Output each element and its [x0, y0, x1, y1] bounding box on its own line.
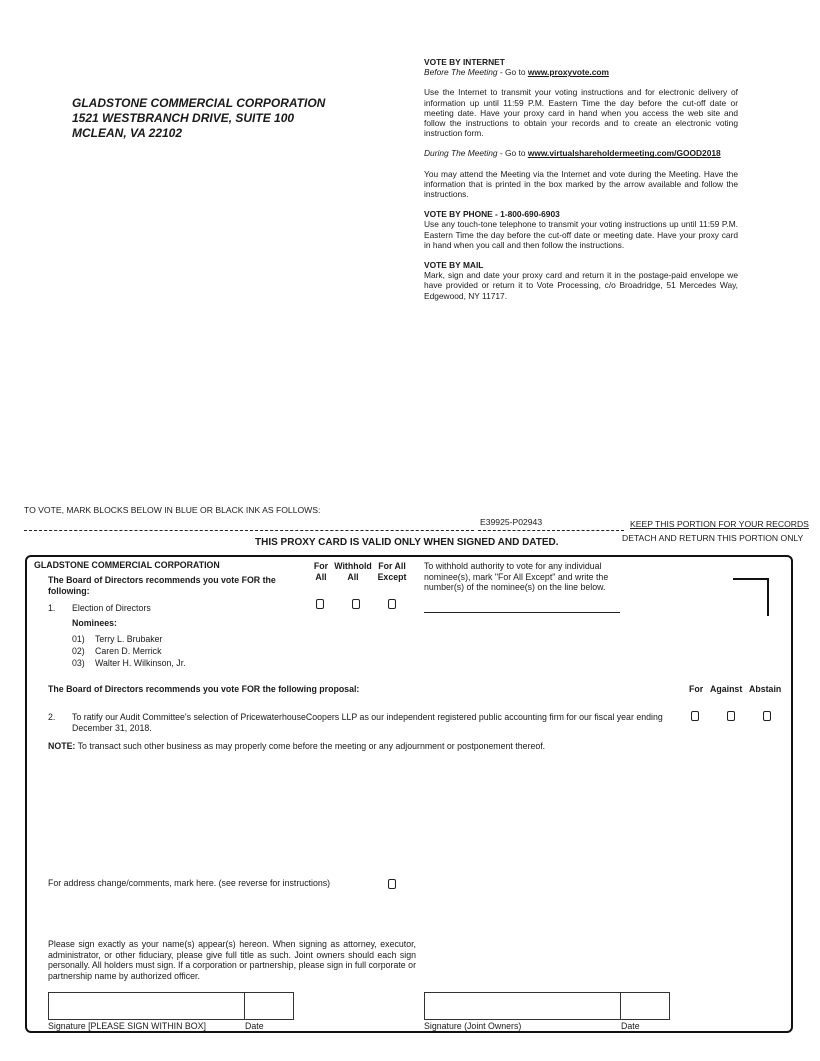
date-label: Date: [245, 1021, 264, 1031]
keep-portion-text: KEEP THIS PORTION FOR YOUR RECORDS: [630, 519, 809, 529]
nominee-1-name: Terry L. Brubaker: [95, 634, 163, 644]
checkbox-address-change[interactable]: [388, 879, 396, 889]
withhold-note: To withhold authority to vote for any individual nominee(s), mark "For All Except" and write the number(s) of the nominee(s) on the line below.: [424, 561, 609, 593]
checkbox-withhold-all[interactable]: [352, 599, 360, 609]
board-recommendation-1: The Board of Directors recommends you vote FOR the following:: [48, 575, 276, 596]
address-line-1: 1521 WESTBRANCH DRIVE, SUITE 100: [72, 111, 295, 125]
nominee-3-num: 03): [72, 658, 85, 668]
mail-body: Mark, sign and date your proxy card and return it in the postage-paid envelope we have provided or return it to Vote Processing, c/o Broadridge, 51 Mercedes Way, Edgewood, NY 11717.: [424, 270, 738, 301]
phone-body: Use any touch-tone telephone to transmit your voting instructions up until 11:59 P.M. Eastern Time the day before the cut-off date or meeting date. Have your proxy card in hand when you call and then follow the instructions.: [424, 219, 738, 250]
goto-text: - Go to: [497, 67, 528, 78]
before-meeting-label: Before The Meeting: [424, 67, 498, 78]
internet-title: VOTE BY INTERNET: [424, 57, 505, 67]
col-for-all: For All: [313, 561, 329, 582]
address-line-2: MCLEAN, VA 22102: [72, 126, 183, 140]
joint-signature-label: Signature (Joint Owners): [424, 1021, 522, 1031]
checkbox-item2-for[interactable]: [691, 711, 699, 721]
address-change-text: For address change/comments, mark here. (see reverse for instructions): [48, 878, 331, 888]
nominee-exception-line[interactable]: [424, 612, 620, 613]
joint-date-label: Date: [621, 1021, 640, 1031]
col-withhold-all: Withhold All: [334, 561, 372, 582]
phone-title: VOTE BY PHONE - 1-800-690-6903: [424, 209, 560, 220]
item1-number: 1.: [48, 603, 56, 613]
proxyvote-link[interactable]: www.proxyvote.com: [527, 67, 609, 78]
col2-abstain: Abstain: [749, 684, 782, 694]
item1-text: Election of Directors: [72, 603, 151, 613]
arrow-marker-icon: [733, 578, 769, 616]
valid-only-notice: THIS PROXY CARD IS VALID ONLY WHEN SIGNED AND DATED.: [255, 537, 559, 548]
nominee-3-name: Walter H. Wilkinson, Jr.: [95, 658, 186, 668]
nominee-2-num: 02): [72, 646, 85, 656]
detach-return-text: DETACH AND RETURN THIS PORTION ONLY: [622, 533, 804, 543]
company-name: GLADSTONE COMMERCIAL CORPORATION: [72, 96, 326, 110]
item2-number: 2.: [48, 712, 56, 722]
control-code: E39925-P02943: [480, 517, 543, 527]
detach-line-mid: [478, 530, 624, 531]
checkbox-for-all-except[interactable]: [388, 599, 396, 609]
checkbox-item2-abstain[interactable]: [763, 711, 771, 721]
note-label: NOTE:: [48, 741, 76, 751]
mailing-address: [72, 96, 325, 141]
note-text: To transact such other business as may properly come before the meeting or any adjournment or postponement thereof.: [75, 741, 546, 751]
date-box[interactable]: [245, 992, 294, 1020]
voting-instructions: [424, 57, 738, 301]
checkbox-for-all[interactable]: [316, 599, 324, 609]
col2-for: For: [689, 684, 704, 694]
internet-before-line: [424, 67, 738, 77]
note-line: [48, 741, 545, 752]
col-for-all-except: For All Except: [377, 561, 407, 582]
detach-line-left: [24, 530, 474, 531]
signature-label: Signature [PLEASE SIGN WITHIN BOX]: [48, 1021, 206, 1031]
mail-title: VOTE BY MAIL: [424, 260, 484, 271]
during-meeting-label: During The Meeting: [424, 148, 498, 159]
item2-text: To ratify our Audit Committee's selection of PricewaterhouseCoopers LLP as our independent registered public accounting firm for our fiscal year ending December 31, 2018.: [72, 712, 663, 733]
col2-against: Against: [710, 684, 743, 694]
joint-date-box[interactable]: [621, 992, 670, 1020]
nominees-label: Nominees:: [72, 618, 117, 628]
internet-body: Use the Internet to transmit your voting instructions and for electronic delivery of information up until 11:59 P.M. Eastern Time the day before the cut-off date or meeting date. Have your proxy card in hand when you access the web site and follow the instructions to obtain your records and to create an electronic voting instruction form.: [424, 87, 738, 139]
to-vote-instruction: TO VOTE, MARK BLOCKS BELOW IN BLUE OR BLACK INK AS FOLLOWS:: [24, 505, 321, 515]
signature-box[interactable]: [48, 992, 245, 1020]
goto-text-2: - Go to: [497, 148, 528, 159]
checkbox-item2-against[interactable]: [727, 711, 735, 721]
card-company-name: GLADSTONE COMMERCIAL CORPORATION: [34, 560, 220, 570]
virtual-meeting-link[interactable]: www.virtualshareholdermeeting.com/GOOD2018: [527, 148, 721, 159]
internet-during-line: [424, 148, 738, 158]
nominee-2-name: Caren D. Merrick: [95, 646, 162, 656]
joint-signature-box[interactable]: [424, 992, 621, 1020]
signing-instructions: Please sign exactly as your name(s) appear(s) hereon. When signing as attorney, executor, administrator, or other fiduciary, please give full title as such. Joint owners should each sign personally. All holders must sign. If a corporation or partnership, please sign in full corporate or partnership name by authorized officer.: [48, 939, 416, 981]
nominee-1-num: 01): [72, 634, 85, 644]
during-body: You may attend the Meeting via the Internet and vote during the Meeting. Have the information that is printed in the box marked by the arrow available and follow the instructions.: [424, 168, 738, 200]
board-recommendation-2: The Board of Directors recommends you vote FOR the following proposal:: [48, 684, 360, 694]
